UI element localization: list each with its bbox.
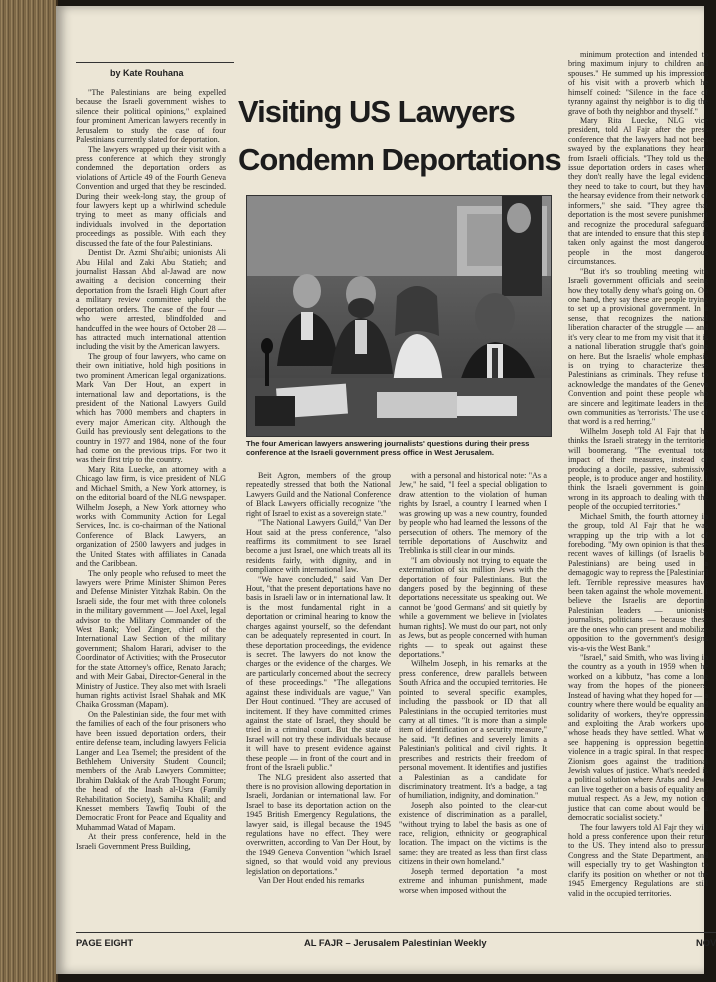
newspaper-page — [56, 6, 716, 974]
article-column-3 — [399, 471, 547, 931]
article-paragraph: Wilhelm Joseph, in his remarks at the press conference, drew parallels between South Africa and the occupied territories. He pointed to several specific examples, including the passbook or ID that all Palestinians in the occupied territories must carry at all times. "It is more than a simple item of identification or a security measure," he said. "It defines and severely limits a Palestinian's political and civil rights. It prescribes and restricts their freedom of personal movement. It identifies and justifies a Palestinian as a candidate for discriminatory treatment. It's a badge, a tag of humiliation, indignity, and domination." — [399, 659, 547, 801]
page-footer — [76, 932, 716, 951]
article-column-4 — [568, 50, 708, 930]
article-paragraph: The NLG president also asserted that there is no provision allowing deportation in Israeli, Jordanian or international law. For Israel to base its deportation action on the 1945 British Emergency Regulations, the lawyer said, is illegal because the 1945 regulations have no effect. They were overwritten, according to Van Der Hout, by the 1949 Geneva Convention "which Israel signed, so that would void any previous legislation on deportations." — [246, 772, 391, 876]
article-paragraph: The four lawyers told Al Fajr they will hold a press conference upon their return to the US. They intend also to pressure Congress and the State Department, and will especially try to get Washington to clarify its position on whether or not the 1945 Emergency Regulations are still valid in the occupied territories. — [568, 822, 708, 898]
article-paragraph: "We have concluded," said Van Der Hout, "that the present deportations have no basis in Israeli law or in international law. It is the most fundamental right in a deportation or criminal hearing to know the charges against yourself, so the defendant can be adequately represented in court. In these deportation proceedings, the evidence is secret. The lawyers do not know the charges or the evidence of the charges. We are particularly concerned about the secrecy of these proceedings." "The allegations against these individuals are vague," Van Der Hout continued. "They are accused of incitement. If they have committed crimes against the state of Israel, they should be tried in a criminal court. But the state of Israel will not try these individuals because it will have to present evidence against these people — in front of the court and in front of the Israeli public." — [246, 574, 391, 773]
headline-line-1: Visiting US Lawyers — [238, 94, 515, 129]
byline — [76, 62, 234, 78]
press-conference-photo — [246, 195, 552, 437]
article-paragraph: The only people who refused to meet the lawyers were Prime Minister Shimon Peres and Defense Minister Yitzhak Rabin. On the Israeli side, the four met with three colonels in the military government — Joel Axel, legal advisor to the Military Commander of the West Bank; Yoel Zinger, chief of the International Law Section of the military government; Shalom Harari, adviser to the Coordinator of Activities; with the Prosecutor for the state Attorney's office, Renato Jarach; and with Meir Gabai, Director-General in the Ministry of Justice. They also met with Israeli human rights activist Israel Shahak and MK Chaika Grossman (Mapam). — [76, 568, 226, 710]
article-column-2 — [246, 471, 391, 931]
article-paragraph: "Israel," said Smith, who was living in the country as a youth in 1959 when he worked on a kibbutz, "has come a long way from the hopes of the pioneers. Instead of having what they hoped for — a country where there would be equality and solidarity of workers, they're oppressing and exploiting the Arab workers upon whose heads they have settled. What we see happening is oppression begetting violence in a tragic spiral. In that respect, Zionism goes against the traditional Jewish values of justice. What's needed is a political solution where Arabs and Jews can live together on a basis of equality and mutual respect. As a Jew, my notion of justice that can come about would be a democratic socialist society." — [568, 653, 708, 823]
article-paragraph: Joseph termed deportation "a most extreme and inhuman punishment, made worse when imposed without the — [399, 866, 547, 895]
article-paragraph: Wilhelm Joseph told Al Fajr that he thinks the Israeli strategy in the territories will boomerang. "The eventual total impact of their measures, instead of producing a docile, passive, submissive people, is to produce anger and hostility. I think the Israeli government is going wrong in its approach to dealing with the people of the occupied territories." — [568, 426, 708, 512]
headline-line-2: Condemn Deportations — [238, 142, 561, 177]
article-paragraph: Joseph also pointed to the clear-cut existence of discrimination as a parallel, "without trying to label the basis as one of race, religion, ethnicity or geographical location. The impact on the victims is the same: they are treated as less than first class citizens in their own homeland." — [399, 800, 547, 867]
article-paragraph: On the Palestinian side, the four met with the families of each of the four prisoners who have been issued deportation orders, their entire defense team, including lawyers Felicia Langer and Lea Tsemel; the president of the Bethlehem University Student Council; members of the Arab Lawyers Committee; Ibrahim Dakkak of the Arab Thought Forum; the head of the Inash al-Usra (Family Rehabilitation Society), Samiha Khalil; and Knesset members Tawfiq Toubi of the Democratic Front for Peace and Equality and Muhammad Watad of Mapam. — [76, 709, 226, 832]
article-paragraph: with a personal and historical note: "As a Jew," he said, "I feel a special obligation to draw attention to the violation of human rights by Israel, a country I learned when I was growing up was a new country, founded by people who had learned the lessons of the persecution of others. The memory of the terrible deportations of Auschwitz and Treblinka is still clear in our minds. — [399, 471, 547, 556]
article-paragraph: Mary Rita Luecke, NLG vice president, told Al Fajr after the press conference that the lawyers had not been swayed by the explanations they heard from Israeli officials. "They told us they issue deportation orders in cases where they don't really have the legal evidence they need to take to court, but they have the hearsay evidence from their network of informers," she said. "They agree that deportation is the most severe punishment and recognize the procedural safeguards that are intended to ensure that this step is taken only against the most dangerous people in the most dangerous circumstances. — [568, 115, 708, 267]
footer-continued: NOV — [696, 937, 716, 948]
article-paragraph: The group of four lawyers, who came on their own initiative, hold high positions in two prominent American legal organizations. Mark Van Der Hout, an expert in international law and deportations, is the president of the National Lawyers Guild which has 7000 members and chapters in every major American city. Although the Guild has previously sent delegations to the country in 1977 and 1984, none of the four had come on the previous trips. For two it was their first trip to the country. — [76, 351, 226, 465]
book-binding — [0, 0, 58, 982]
article-paragraph: Beit Agron, members of the group repeatedly stressed that both the National Lawyers Guild and the National Conference of Black Lawyers officially recognize "the right of Israel to exist as a sovereign state." — [246, 471, 391, 518]
article-paragraph: "The National Lawyers Guild," Van Der Hout said at the press conference, "also reaffirms its commitment to see Israel become a just Israel, one which treats all its residents fairly, with dignity, and in compliance with international law. — [246, 518, 391, 575]
photo-illustration — [247, 196, 551, 436]
article-column-1 — [76, 88, 226, 928]
page-number: PAGE EIGHT — [76, 937, 134, 948]
headline — [238, 88, 561, 184]
article-paragraph: At their press conference, held in the Israeli Government Press Building, — [76, 832, 226, 851]
article-paragraph: "I am obviously not trying to equate the extermination of six million Jews with the deportation of four Palestinians. But the dangers posed by the beginning of these deportations necessitate us speaking out. We cannot be 'good Germans' and sit quietly by while a government we believe in [violates human rights]. We must do our part, not only as Jews, but as people concerned with human rights — to speak out against these deportations." — [399, 555, 547, 660]
article-paragraph: minimum protection and intended to bring maximum injury to children and spouses." He summed up his impressions of his visit with a proverb which he himself coined: "Silence in the face of tyranny against thy neighbor is to dig the grave of both thy neighbor and thyself." — [568, 50, 708, 116]
byline-text: by Kate Rouhana — [110, 68, 184, 78]
article-paragraph: Mary Rita Luecke, an attorney with a Chicago law firm, is vice president of NLG and Michael Smith, a New York attorney, is on the editorial board of the NLG newspaper. Wilhelm Joseph, a New York attorney who works with Community Action for Legal Services, Inc. is co-chairman of the National Conference of Black Lawyers, an organization of 2500 lawyers and judges in the United States with affiliates in Canada and the Caribbean. — [76, 464, 226, 569]
photo-caption: The four American lawyers answering journalists' questions during their press conference at the Israeli government press office in West Jerusalem. — [246, 439, 530, 458]
article-paragraph: Michael Smith, the fourth attorney in the group, told Al Fajr that he was wrapping up the trip with a lot of foreboding. "My own opinion is that these recent waves of killings (of Israelis by Palestinians) are being used in a demagogic way to repress the [Palestinian] left. Terrible repressive measures have been taken against the whole movement. I believe the Israelis are deporting Palestinian leaders — unionists, journalists, politicians — because these are the ones who can present and mobilize opposition to the government's designs vis-a-vis the West Bank." — [568, 511, 708, 653]
article-paragraph: Van Der Hout ended his remarks — [258, 876, 365, 886]
article-paragraph: The lawyers wrapped up their visit with a press conference at which they strongly condemned the deportation orders as violations of Article 49 of the Fourth Geneva Convention and urged that they be rescinded. During their week-long stay, the group of four lawyers kept up a whirlwind schedule trying to meet as many officials and individuals involved in the deportation proceedings as possible. With each they discussed the fate of the four Palestinians. — [76, 144, 226, 248]
article-paragraph: "The Palestinians are being expelled because the Israeli government wishes to silence their political opinions," explained four prominent American lawyers recently in Jerusalem to study the case of four Palestinians currently slated for deportation. — [76, 88, 226, 145]
article-paragraph: Dentist Dr. Azmi Shu'aibi; unionists Ali Abu Hilal and Zaki Abu Statieh; and journalist Hassan Abd al-Jawad are now awaiting a decision concerning their deportation from the Israeli High Court after a military review committee upheld the deportation orders. The case of the four — who were arrested, blindfolded and handcuffed in the wee hours of October 28 — has attracted much international attention including the visit by the American lawyers. — [76, 248, 226, 352]
publication-name: AL FAJR – Jerusalem Palestinian Weekly — [304, 937, 487, 948]
article-paragraph: "But it's so troubling meeting with Israeli government officials and seeing how they totally deny what's going on. On one hand, they say these are people trying to set up a provisional government. In a sense, that recognizes the national liberation character of the struggle — and it's very clear to me from my visit that it is a national liberation struggle that's going on here. But the Israelis' whole emphasis is on trying to characterize these Palestinians as criminals. They refuse to acknowledge the mandates of the Geneva Convention and point these people who are sincere and legitimate leaders in their own communities as 'terrorists.' The use of that word is a red herring." — [568, 266, 708, 427]
